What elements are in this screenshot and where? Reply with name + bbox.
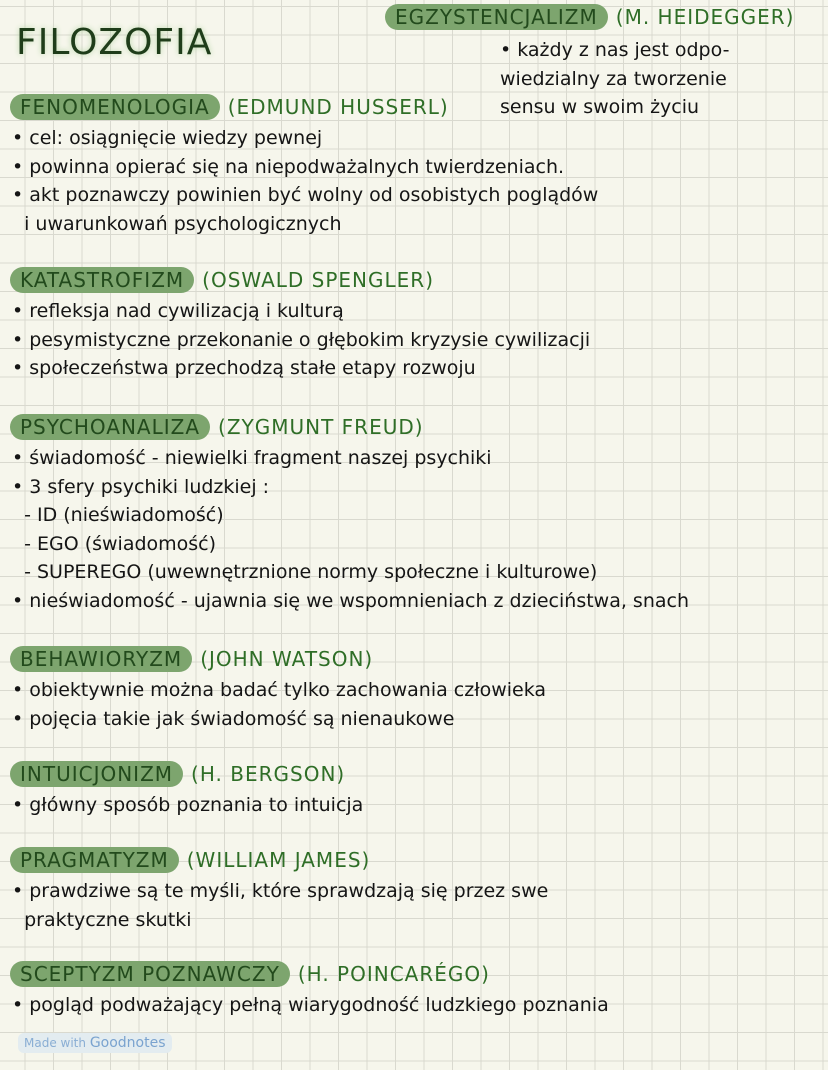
section-heading (10, 94, 449, 120)
goodnotes-watermark (18, 1033, 172, 1053)
note-line: • świadomość - niewielki fragment naszej psychiki (12, 447, 492, 469)
section-heading (10, 961, 490, 987)
note-line: • pesymistyczne przekonanie o głębokim kryzysie cywilizacji (12, 328, 591, 351)
heading-label: EGZYSTENCJALIZM (385, 4, 608, 30)
section-heading (10, 646, 373, 672)
page-title: FILOZOFIA (16, 22, 213, 63)
heading-label: PRAGMATYZM (10, 847, 179, 873)
note-line: • cel: osiągnięcie wiedzy pewnej (12, 127, 323, 149)
note-line: • każdy z nas jest odpo- (500, 39, 730, 61)
watermark-brand: Goodnotes (89, 1035, 166, 1051)
heading-label: FENOMENOLOGIA (10, 94, 220, 120)
note-line: • powinna opierać się na niepodważalnych twierdzeniach. (12, 155, 565, 178)
section-heading (10, 267, 434, 293)
note-line: i uwarunkowań psychologicznych (12, 212, 342, 235)
note-line: • prawdziwe są te myśli, które sprawdzają się przez swe (12, 880, 549, 902)
note-line: • akt poznawczy powinien być wolny od osobistych poglądów (12, 184, 599, 206)
heading-author: (H. POINCARÉGO) (297, 962, 490, 986)
heading-label: BEHAWIORYZM (10, 646, 192, 672)
note-line: - SUPEREGO (uwewnętrznione normy społeczne i kulturowe) (12, 561, 598, 583)
note-line: sensu w swoim życiu (500, 96, 700, 118)
note-line: • nieświadomość - ujawnia się we wspomnieniach z dzieciństwa, snach (12, 589, 689, 612)
note-line: • pogląd podważający pełną wiarygodność ludzkiego poznania (12, 994, 609, 1016)
heading-author: (JOHN WATSON) (200, 647, 374, 671)
note-line: wiedzialny za tworzenie (500, 67, 727, 90)
heading-author: (WILLIAM JAMES) (186, 848, 371, 872)
note-line: • społeczeństwa przechodzą stałe etapy rozwoju (12, 357, 476, 379)
section-heading (10, 761, 345, 787)
note-line: • pojęcia takie jak świadomość są nienaukowe (12, 707, 455, 730)
heading-author: (EDMUND HUSSERL) (227, 95, 449, 119)
section-heading (10, 414, 424, 440)
section-heading (385, 4, 794, 30)
section-heading (10, 847, 370, 873)
note-line: praktyczne skutki (12, 908, 192, 931)
watermark-prefix: Made with (24, 1036, 86, 1050)
heading-author: (M. HEIDEGGER) (615, 5, 795, 29)
note-line: • główny sposób poznania to intuicja (12, 794, 364, 816)
note-line: - ID (nieświadomość) (12, 504, 224, 526)
heading-label: SCEPTYZM POZNAWCZY (10, 961, 290, 987)
heading-author: (ZYGMUNT FREUD) (218, 415, 424, 439)
heading-author: (H. BERGSON) (191, 762, 346, 786)
heading-label: INTUICJONIZM (10, 761, 183, 787)
note-line: • refleksja nad cywilizacją i kulturą (12, 300, 344, 322)
heading-author: (OSWALD SPENGLER) (202, 268, 434, 292)
heading-label: KATASTROFIZM (10, 267, 194, 293)
heading-label: PSYCHOANALIZA (10, 414, 210, 440)
note-line: • 3 sfery psychiki ludzkiej : (12, 475, 270, 498)
note-line: • obiektywnie można badać tylko zachowania człowieka (12, 679, 547, 701)
note-line: - EGO (świadomość) (12, 532, 217, 555)
